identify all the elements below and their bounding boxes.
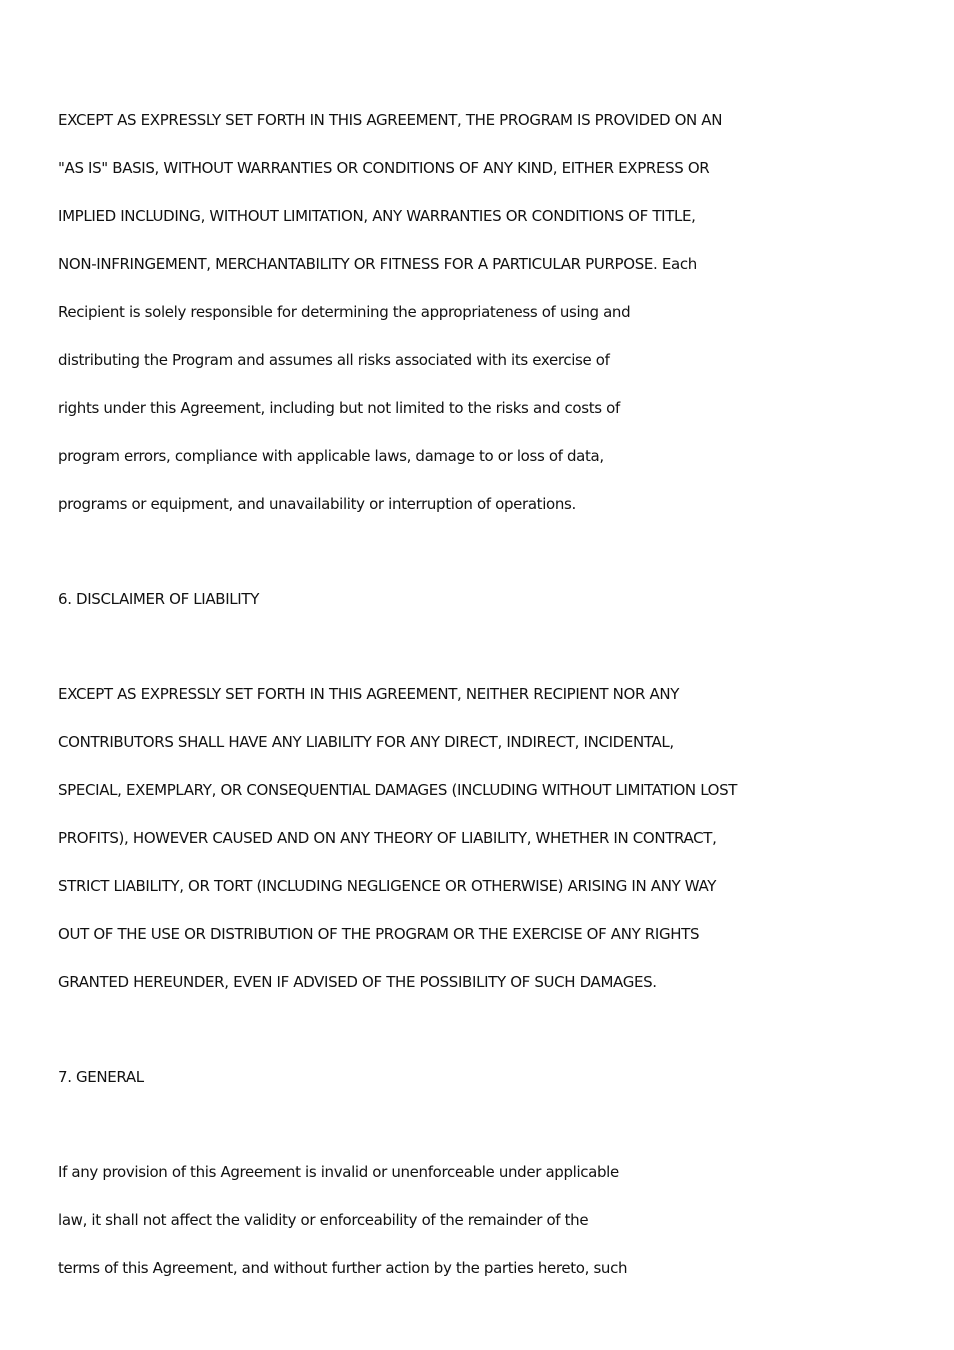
- paragraph-line: PROFITS), HOWEVER CAUSED AND ON ANY THEORY OF LIABILITY, WHETHER IN CONTRACT,: [58, 829, 717, 847]
- paragraph-line: STRICT LIABILITY, OR TORT (INCLUDING NEGLIGENCE OR OTHERWISE) ARISING IN ANY WAY: [58, 877, 717, 895]
- general-paragraph: [58, 1148, 918, 1292]
- paragraph-line: IMPLIED INCLUDING, WITHOUT LIMITATION, ANY WARRANTIES OR CONDITIONS OF TITLE,: [58, 207, 696, 225]
- paragraph-line: EXCEPT AS EXPRESSLY SET FORTH IN THIS AGREEMENT, NEITHER RECIPIENT NOR ANY: [58, 685, 680, 703]
- warranty-paragraph: [58, 96, 918, 528]
- paragraph-line: terms of this Agreement, and without further action by the parties hereto, such: [58, 1259, 628, 1277]
- paragraph-line: NON-INFRINGEMENT, MERCHANTABILITY OR FITNESS FOR A PARTICULAR PURPOSE. Each: [58, 255, 697, 273]
- document-body: [58, 96, 918, 1292]
- paragraph-line: distributing the Program and assumes all risks associated with its exercise of: [58, 351, 610, 369]
- paragraph-line: GRANTED HEREUNDER, EVEN IF ADVISED OF THE POSSIBILITY OF SUCH DAMAGES.: [58, 973, 657, 991]
- paragraph-line: OUT OF THE USE OR DISTRIBUTION OF THE PROGRAM OR THE EXERCISE OF ANY RIGHTS: [58, 925, 700, 943]
- paragraph-spacer: [58, 1006, 918, 1053]
- paragraph-line: law, it shall not affect the validity or enforceability of the remainder of the: [58, 1211, 589, 1229]
- paragraph-spacer: [58, 528, 918, 575]
- paragraph-line: Recipient is solely responsible for determining the appropriateness of using and: [58, 303, 631, 321]
- paragraph-line: "AS IS" BASIS, WITHOUT WARRANTIES OR CONDITIONS OF ANY KIND, EITHER EXPRESS OR: [58, 159, 710, 177]
- paragraph-line: rights under this Agreement, including but not limited to the risks and costs of: [58, 399, 620, 417]
- paragraph-line: program errors, compliance with applicable laws, damage to or loss of data,: [58, 447, 604, 465]
- paragraph-spacer: [58, 1101, 918, 1148]
- section-7-heading: 7. GENERAL: [58, 1068, 144, 1086]
- paragraph-line: If any provision of this Agreement is invalid or unenforceable under applicable: [58, 1163, 619, 1181]
- liability-paragraph: [58, 670, 918, 1006]
- paragraph-spacer: [58, 623, 918, 670]
- paragraph-line: EXCEPT AS EXPRESSLY SET FORTH IN THIS AGREEMENT, THE PROGRAM IS PROVIDED ON AN: [58, 111, 723, 129]
- paragraph-line: SPECIAL, EXEMPLARY, OR CONSEQUENTIAL DAMAGES (INCLUDING WITHOUT LIMITATION LOST: [58, 781, 738, 799]
- paragraph-line: CONTRIBUTORS SHALL HAVE ANY LIABILITY FOR ANY DIRECT, INDIRECT, INCIDENTAL,: [58, 733, 674, 751]
- section-6-heading: 6. DISCLAIMER OF LIABILITY: [58, 590, 260, 608]
- paragraph-line: programs or equipment, and unavailability or interruption of operations.: [58, 495, 576, 513]
